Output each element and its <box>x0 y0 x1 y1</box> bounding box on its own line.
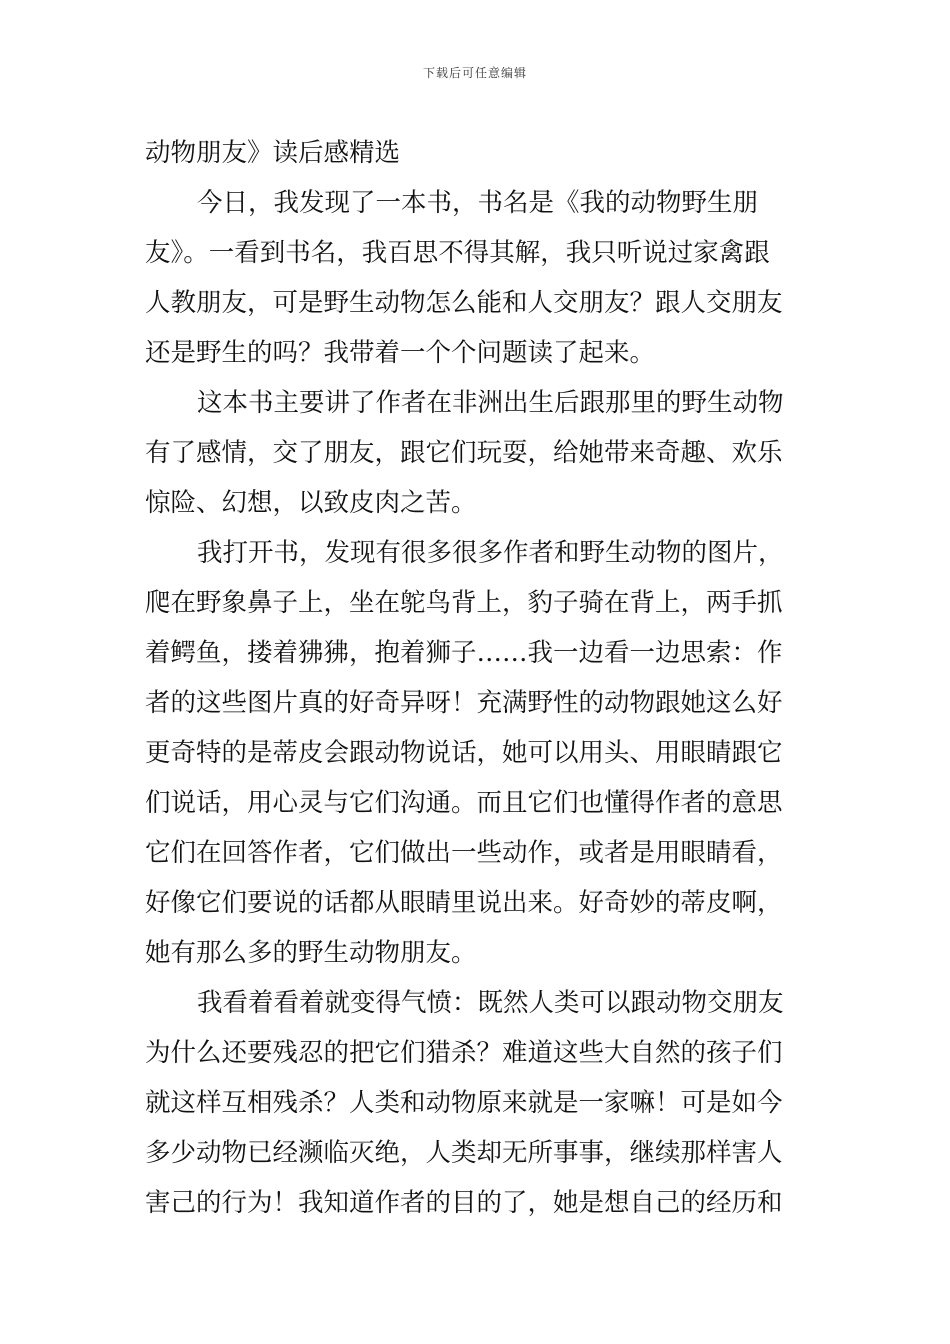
text-line: 今日，我发现了一本书，书名是《我的动物野生朋 <box>197 188 759 218</box>
text-line: 有了感情，交了朋友，跟它们玩耍，给她带来奇趣、欢乐 <box>145 438 783 468</box>
text-line: 人教朋友，可是野生动物怎么能和人交朋友？跟人交朋友 <box>145 288 783 318</box>
text-line: 还是野生的吗？我带着一个个问题读了起来。 <box>145 338 656 368</box>
text-line: 者的这些图片真的好奇异呀！充满野性的动物跟她这么好 <box>145 688 783 718</box>
page-header: 下载后可任意编辑 <box>422 66 527 80</box>
text-line: 就这样互相残杀？人类和动物原来就是一家嘛！可是如今 <box>145 1088 783 1118</box>
text-line: 我打开书，发现有很多很多作者和野生动物的图片， <box>197 538 784 568</box>
text-line: 爬在野象鼻子上，坐在鸵鸟背上，豹子骑在背上，两手抓 <box>145 588 783 618</box>
text-line: 它们在回答作者，它们做出一些动作，或者是用眼睛看， <box>145 838 783 868</box>
text-line: 们说话，用心灵与它们沟通。而且它们也懂得作者的意思 <box>145 788 783 818</box>
text-line: 为什么还要残忍的把它们猎杀？难道这些大自然的孩子们 <box>145 1038 783 1068</box>
text-line: 动物朋友》读后感精选 <box>145 138 401 168</box>
text-line: 这本书主要讲了作者在非洲出生后跟那里的野生动物 <box>197 388 784 418</box>
text-line: 我看着看着就变得气愤：既然人类可以跟动物交朋友 <box>197 988 784 1018</box>
article-body <box>145 128 807 1228</box>
text-line: 友》。一看到书名，我百思不得其解，我只听说过家禽跟 <box>145 238 770 268</box>
text-line: 害己的行为！我知道作者的目的了，她是想自己的经历和 <box>145 1188 783 1218</box>
text-line: 惊险、幻想，以致皮肉之苦。 <box>145 488 477 518</box>
text-line: 好像它们要说的话都从眼睛里说出来。好奇妙的蒂皮啊， <box>145 888 783 918</box>
text-line: 着鳄鱼，搂着狒狒，抱着狮子……我一边看一边思索：作 <box>145 638 783 668</box>
text-line: 她有那么多的野生动物朋友。 <box>145 938 477 968</box>
text-line: 更奇特的是蒂皮会跟动物说话，她可以用头、用眼睛跟它 <box>145 738 783 768</box>
text-line: 多少动物已经濒临灭绝，人类却无所事事，继续那样害人 <box>145 1138 783 1168</box>
